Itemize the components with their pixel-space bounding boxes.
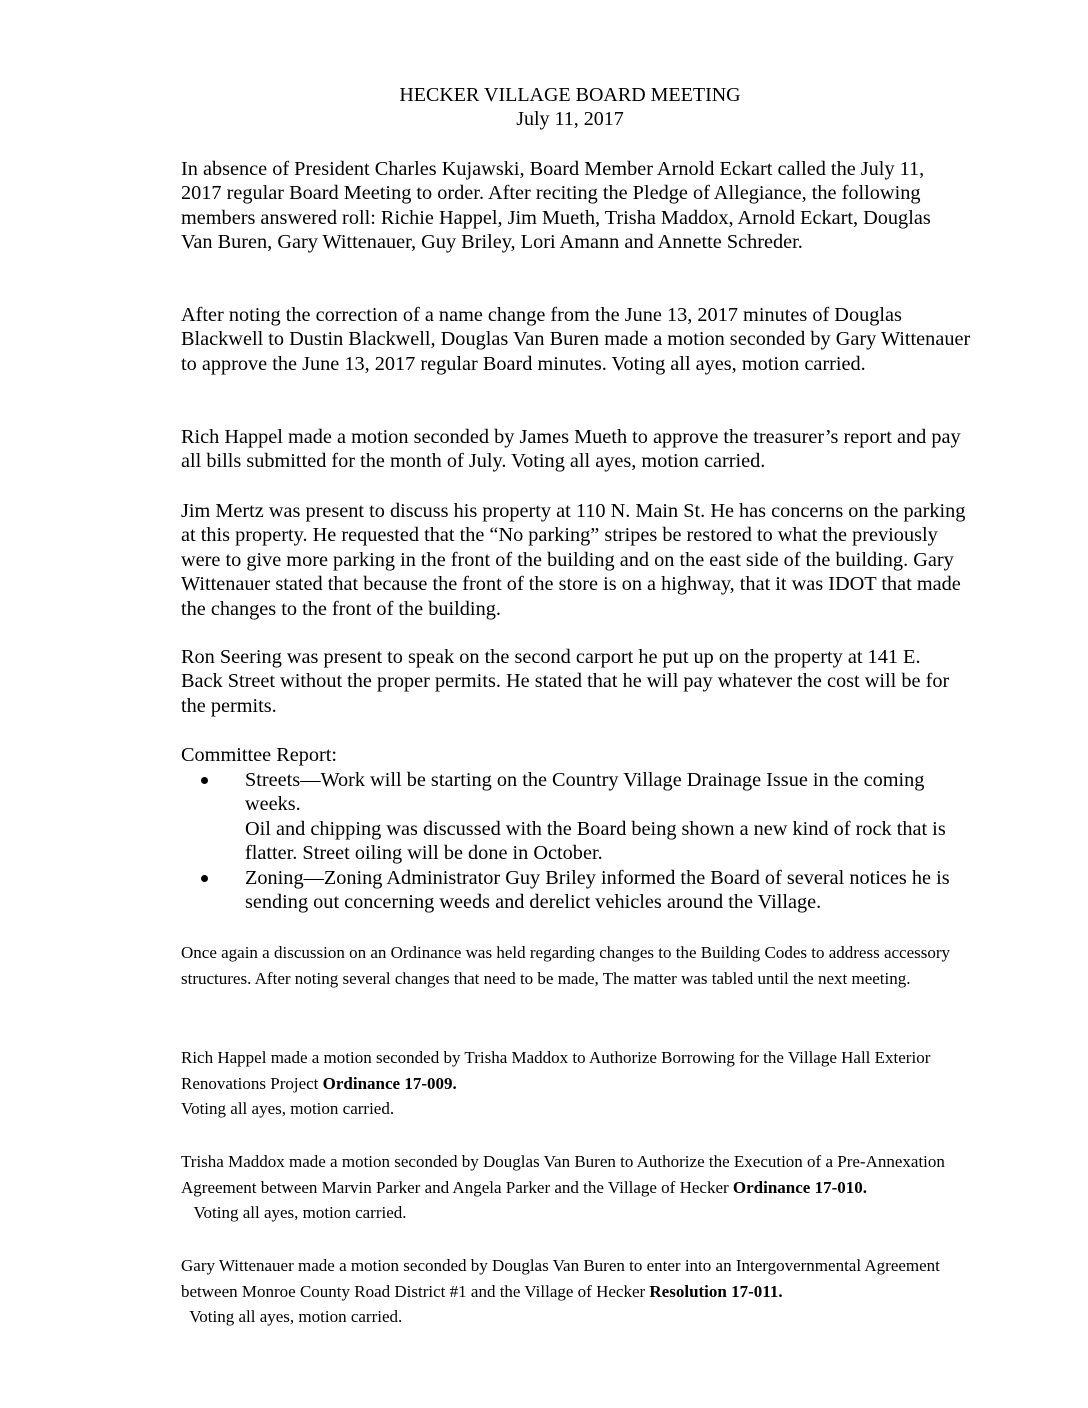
paragraph-minutes-approval: After noting the correction of a name change from the June 13, 2017 minutes of Douglas Blackwell to Dustin Blackwell, Douglas Van Buren made a motion seconded by Gary Wittenauer to approve the June 13, 2017 regular Board minutes. Voting all ayes, motion carried. xyxy=(181,304,971,375)
ordinance-17-010-text: Trisha Maddox made a motion seconded by Douglas Van Buren to Authorize the Execution of a Pre-Annexation Agreement between Marvin Parker and Angela Parker and the Village of Hecker xyxy=(181,1152,945,1197)
ordinance-17-010-label: Ordinance 17-010. xyxy=(732,1177,868,1197)
paragraph-resolution-17-011 xyxy=(181,1253,981,1330)
ordinance-17-010-vote: Voting all ayes, motion carried. xyxy=(181,1203,407,1222)
bullet-icon xyxy=(201,777,208,784)
streets-text: Streets—Work will be starting on the Country Village Drainage Issue in the coming weeks. xyxy=(245,769,925,816)
committee-report-heading: Committee Report: xyxy=(181,744,338,766)
paragraph-building-codes: Once again a discussion on an Ordinance was held regarding changes to the Building Codes to address accessory structures. After noting several changes that need to be made, The matter was tabled until the next meeting. xyxy=(181,943,951,988)
ordinance-17-009-label: Ordinance 17-009. xyxy=(322,1073,457,1093)
resolution-17-011-label: Resolution 17-011. xyxy=(649,1281,783,1301)
paragraph-ordinance-17-010 xyxy=(181,1149,981,1226)
paragraph-treasurer-report: Rich Happel made a motion seconded by James Mueth to approve the treasurer’s report and pay all bills submitted for the month of July. Voting all ayes, motion carried. xyxy=(181,426,961,473)
paragraph-jim-mertz: Jim Mertz was present to discuss his property at 110 N. Main St. He has concerns on the parking at this property. He requested that the “No parking” stripes be restored to what the previously were to give more parking in the front of the building and on the east side of the building. Gary Wittenauer stated that because the front of the store is on a highway, that it was IDOT that made the changes to the front of the building. xyxy=(181,500,966,620)
streets-oiling-text: Oil and chipping was discussed with the Board being shown a new kind of rock that is flatter. Street oiling will be done in October. xyxy=(245,817,946,865)
paragraph-ron-seering: Ron Seering was present to speak on the second carport he put up on the property at 141 E. Back Street without the proper permits. He stated that he will pay whatever the cost will be for the permits. xyxy=(181,646,950,717)
resolution-17-011-text: Gary Wittenauer made a motion seconded by Douglas Van Buren to enter into an Intergovernmental Agreement between Monroe County Road District #1 and the Village of Hecker xyxy=(181,1256,940,1301)
meeting-date: July 11, 2017 xyxy=(516,108,624,130)
bullet-icon xyxy=(201,875,208,882)
document-title: HECKER VILLAGE BOARD MEETING xyxy=(399,84,741,106)
paragraph-call-to-order: In absence of President Charles Kujawski, Board Member Arnold Eckart called the July 11, 2017 regular Board Meeting to order. After reciting the Pledge of Allegiance, the following members answered roll: Richie Happel, Jim Mueth, Trisha Maddox, Arnold Eckart, Douglas Van Buren, Gary Wittenauer, Guy Briley, Lori Amann and Annette Schreder. xyxy=(181,158,931,254)
ordinance-17-009-vote: Voting all ayes, motion carried. xyxy=(181,1099,395,1118)
list-item-streets xyxy=(201,768,961,866)
resolution-17-011-vote: Voting all ayes, motion carried. xyxy=(181,1307,403,1326)
ordinance-17-009-text: Rich Happel made a motion seconded by Trisha Maddox to Authorize Borrowing for the Village Hall Exterior Renovations Project xyxy=(181,1048,931,1093)
list-item-zoning xyxy=(201,866,961,915)
committee-list xyxy=(201,768,961,914)
zoning-text: Zoning—Zoning Administrator Guy Briley informed the Board of several notices he is sending out concerning weeds and derelict vehicles around the Village. xyxy=(245,866,950,914)
paragraph-ordinance-17-009 xyxy=(181,1045,981,1122)
